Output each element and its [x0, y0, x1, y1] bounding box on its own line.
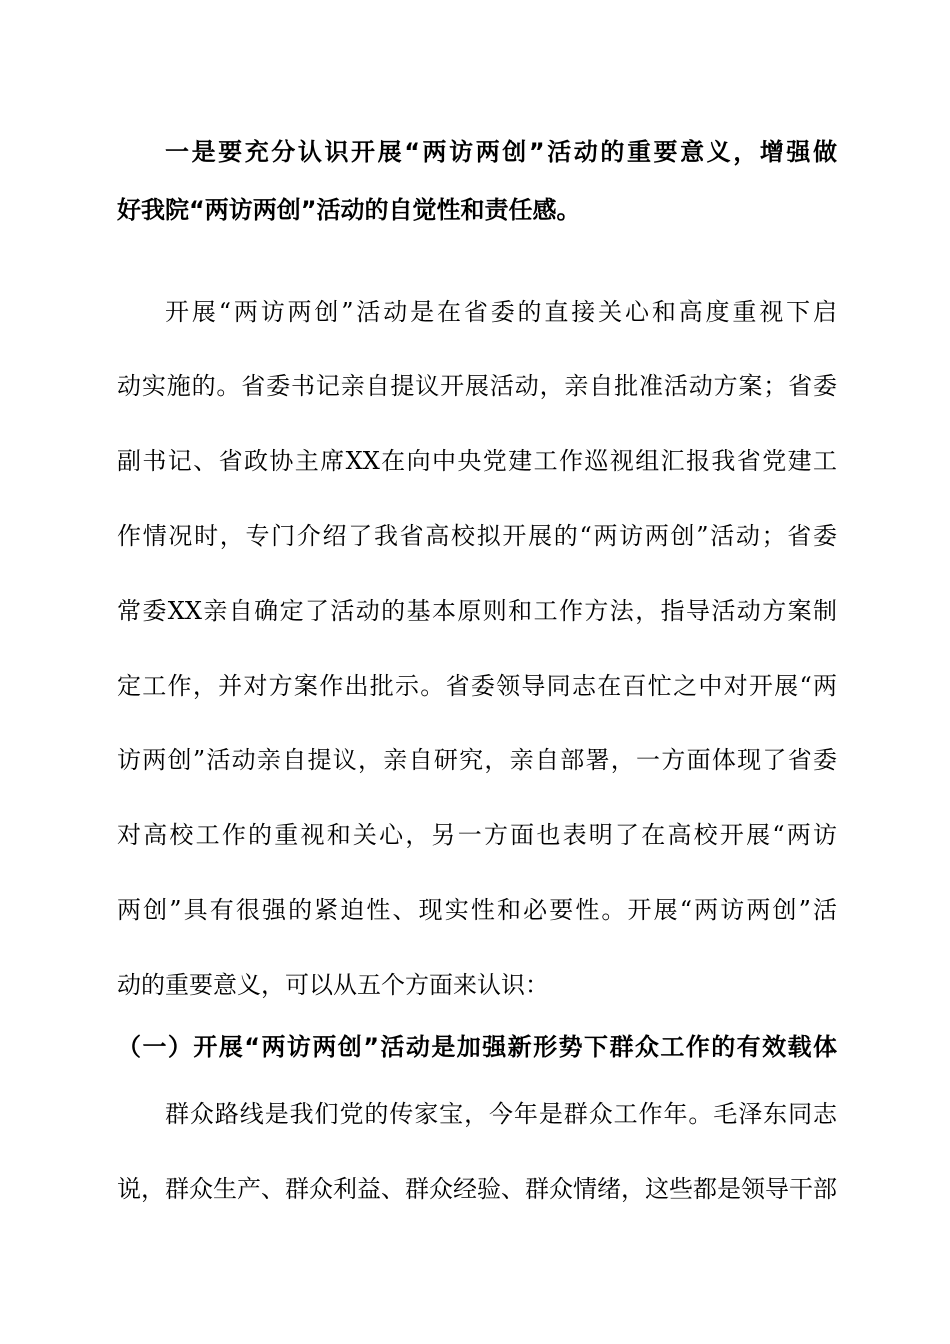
paragraph-1-line-2: 动实施的。省委书记亲自提议开展活动，亲自批准活动方案；省委	[117, 372, 837, 400]
paragraph-1-line-8: 对高校工作的重视和关心，另一方面也表明了在高校开展“两访	[117, 821, 837, 849]
paragraph-1-line-3: 副书记、省政协主席XX在向中央党建工作巡视组汇报我省党建工	[117, 447, 837, 475]
heading-2: （一）开展“两访两创”活动是加强新形势下群众工作的有效载体	[117, 1033, 837, 1061]
paragraph-1-line-5: 常委XX亲自确定了活动的基本原则和工作方法，指导活动方案制	[117, 597, 837, 625]
paragraph-2-line-1: 群众路线是我们党的传家宝，今年是群众工作年。毛泽东同志	[165, 1100, 837, 1128]
paragraph-1-line-10: 动的重要意义，可以从五个方面来认识：	[117, 971, 549, 999]
paragraph-1-line-4: 作情况时，专门介绍了我省高校拟开展的“两访两创”活动；省委	[117, 522, 837, 550]
paragraph-1-line-1: 开展“两访两创”活动是在省委的直接关心和高度重视下启	[165, 298, 837, 326]
paragraph-1-line-6: 定工作，并对方案作出批示。省委领导同志在百忙之中对开展“两	[117, 672, 837, 700]
paragraph-1-line-7: 访两创”活动亲自提议，亲自研究，亲自部署，一方面体现了省委	[117, 746, 837, 774]
heading-1-line-1: 一是要充分认识开展“两访两创”活动的重要意义，增强做	[165, 138, 837, 166]
heading-1-line-2: 好我院“两访两创”活动的自觉性和责任感。	[117, 196, 581, 224]
paragraph-2-line-2: 说，群众生产、群众利益、群众经验、群众情绪，这些都是领导干部	[117, 1175, 837, 1203]
paragraph-1-line-9: 两创”具有很强的紧迫性、现实性和必要性。开展“两访两创”活	[117, 896, 837, 924]
